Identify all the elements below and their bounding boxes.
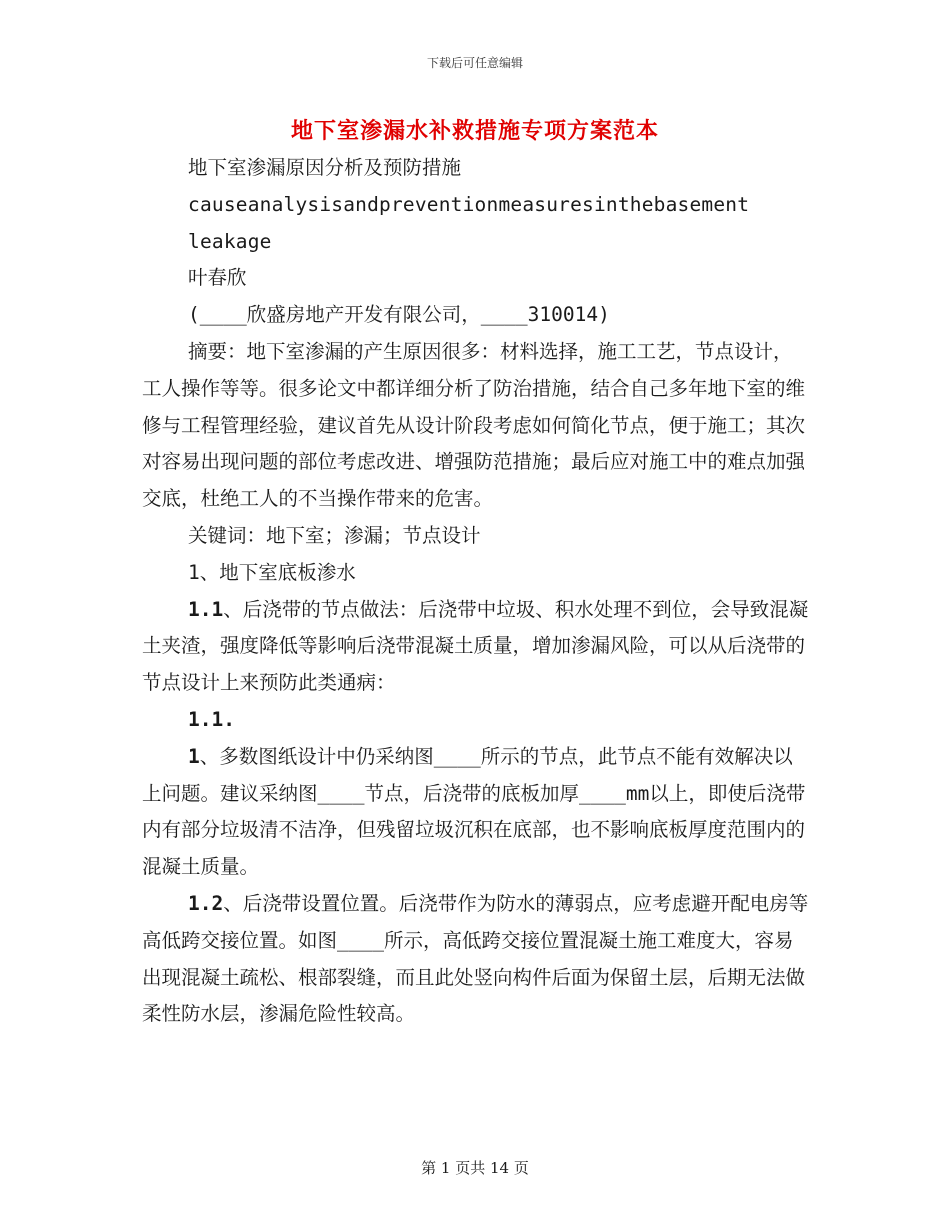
paragraph-abstract: 摘要：地下室渗漏的产生原因很多：材料选择，施工工艺，节点设计，工人操作等等。很多论文中都详细分析了防治措施，结合自己多年地下室的维修与工程管理经验，建议首先从设计阶段考虑如何简化节点，便于施工；其次对容易出现问题的部位考虑改进、增强防范措施；最后应对施工中的难点加强交底，杜绝工人的不当操作带来的危害。 xyxy=(142,339,806,511)
paragraph-1-2-number: 1.2 xyxy=(188,891,224,915)
paragraph-1-1-dot: 1.1. xyxy=(188,707,235,731)
paragraph-1-1-number: 1.1 xyxy=(188,597,224,621)
document-title: 地下室渗漏水补救措施专项方案范本 xyxy=(290,118,659,144)
paragraph-item-1 xyxy=(142,739,810,886)
paragraph-item-1-number: 1 xyxy=(188,744,200,768)
paragraph-author: 叶春欣 xyxy=(188,266,247,290)
header-note: 下载后可任意编辑 xyxy=(426,56,523,70)
paragraph-1-2 xyxy=(142,886,810,1033)
paragraph-1-1-text: 、后浇带的节点做法：后浇带中垃圾、积水处理不到位，会导致混凝土夹渣，强度降低等影响后浇带混凝土质量，增加渗漏风险，可以从后浇带的节点设计上来预防此类通病： xyxy=(142,597,809,695)
paragraph-english-title-cont: leakage xyxy=(188,229,272,253)
paragraph-subtitle: 地下室渗漏原因分析及预防措施 xyxy=(188,156,462,179)
paragraph-1-1 xyxy=(142,592,810,702)
paragraph-affiliation: (____欣盛房地产开发有限公司，____310014) xyxy=(188,303,610,327)
page-footer: 第 1 页共 14 页 xyxy=(421,1159,529,1177)
document-body xyxy=(142,150,810,1033)
paragraph-section-1: 1、地下室底板渗水 xyxy=(188,560,356,584)
paragraph-keywords: 关键词：地下室；渗漏；节点设计 xyxy=(188,523,481,547)
paragraph-english-title: causeanalysisandpreventionmeasuresinthebasement xyxy=(188,192,750,216)
paragraph-1-2-text: 、后浇带设置位置。后浇带作为防水的薄弱点，应考虑避开配电房等高低跨交接位置。如图____所示，高低跨交接位置混凝土施工难度大，容易出现混凝土疏松、根部裂缝，而且此处竖向构件后面为保留土层，后期无法做柔性防水层，渗漏危险性较高。 xyxy=(142,891,809,1026)
paragraph-item-1-text: 、多数图纸设计中仍采纳图____所示的节点，此节点不能有效解决以上问题。建议采纳图____节点，后浇带的底板加厚____mm以上，即使后浇带内有部分垃圾清不洁净，但残留垃圾沉积在底部，也不影响底板厚度范围内的混凝土质量。 xyxy=(142,744,806,879)
